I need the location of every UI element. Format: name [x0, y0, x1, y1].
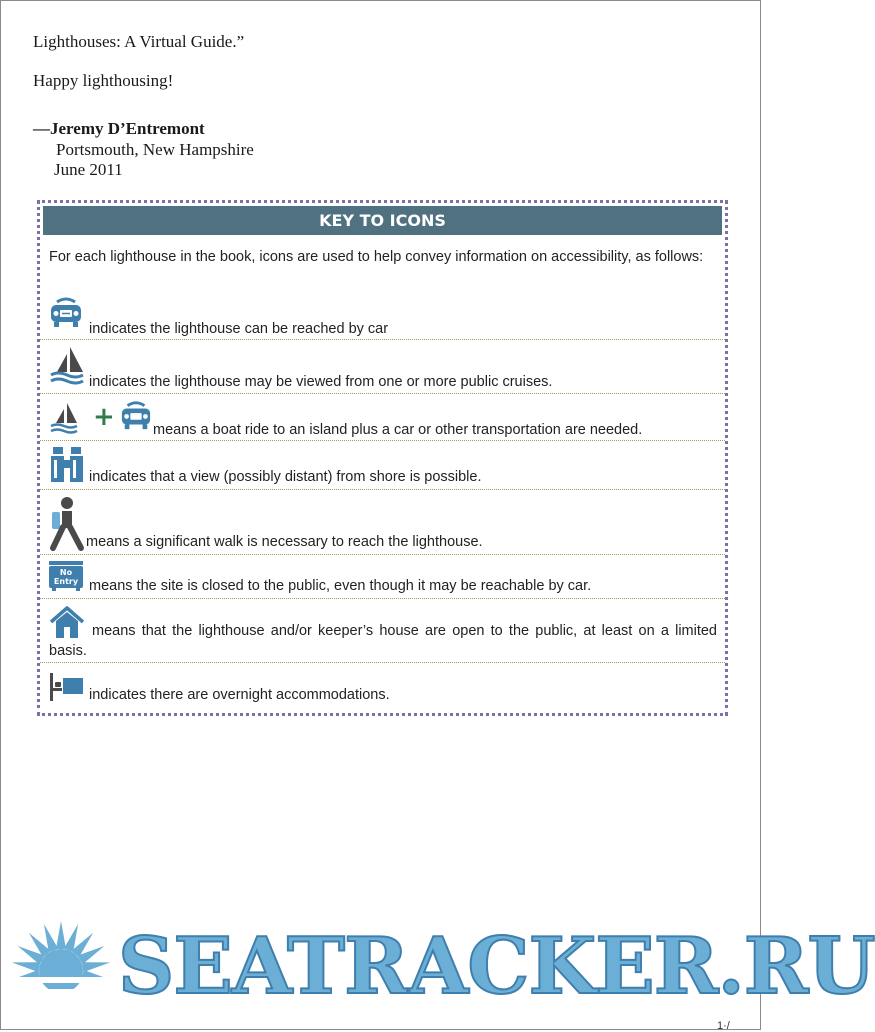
author-city: Portsmouth, New Hampshire: [56, 140, 254, 159]
key-item-text: means that the lighthouse and/or keeper’s house are open to the public, at least on a limited basis.: [49, 623, 717, 659]
key-to-icons-box: [37, 200, 728, 716]
key-item-open-house: [40, 599, 725, 663]
watermark-text: SEATRACKER.RU: [118, 921, 875, 1012]
no-entry-icon: [49, 561, 83, 591]
key-item-text: means a significant walk is necessary to reach the lighthouse.: [86, 534, 483, 550]
key-item-car: [40, 292, 725, 340]
no-entry-sign-line1: No: [59, 568, 73, 577]
bed-icon: [49, 672, 85, 702]
car-icon: [120, 400, 152, 432]
key-item-accommodations: [40, 663, 725, 713]
key-item-text: means a boat ride to an island plus a car or other transportation are needed.: [153, 422, 643, 438]
key-item-text: indicates that a view (possibly distant) from shore is possible.: [89, 469, 482, 485]
sign-off: Happy lighthousing!: [33, 71, 174, 90]
author-date: June 2011: [54, 160, 123, 179]
key-title: KEY TO ICONS: [43, 206, 722, 235]
key-item-text: indicates the lighthouse may be viewed from one or more public cruises.: [89, 374, 553, 390]
sailboat-icon: [49, 345, 85, 385]
key-intro-text: For each lighthouse in the book, icons are used to help convey information on accessibility, as follows:: [49, 249, 704, 265]
key-item-walk: [40, 490, 725, 555]
hiker-icon: [49, 496, 85, 552]
page-number: 1·/: [717, 1020, 730, 1032]
key-item-cruise: [40, 340, 725, 394]
sailboat-icon: [49, 401, 79, 435]
key-item-closed: [40, 555, 725, 599]
key-item-boat-and-car: [40, 394, 725, 441]
intro-quote-line: Lighthouses: A Virtual Guide.”: [33, 32, 245, 51]
author-name: —Jeremy D’Entremont: [33, 119, 205, 138]
key-item-text: means the site is closed to the public, even though it may be reachable by car.: [89, 578, 592, 594]
no-entry-sign-line2: Entry: [53, 577, 79, 586]
plus-sign: +: [93, 402, 115, 432]
key-item-shore-view: [40, 441, 725, 490]
binoculars-icon: [49, 446, 85, 484]
key-item-text: indicates there are overnight accommodations.: [89, 687, 390, 703]
car-icon: [49, 296, 83, 330]
key-item-text: indicates the lighthouse can be reached by car: [89, 321, 389, 337]
